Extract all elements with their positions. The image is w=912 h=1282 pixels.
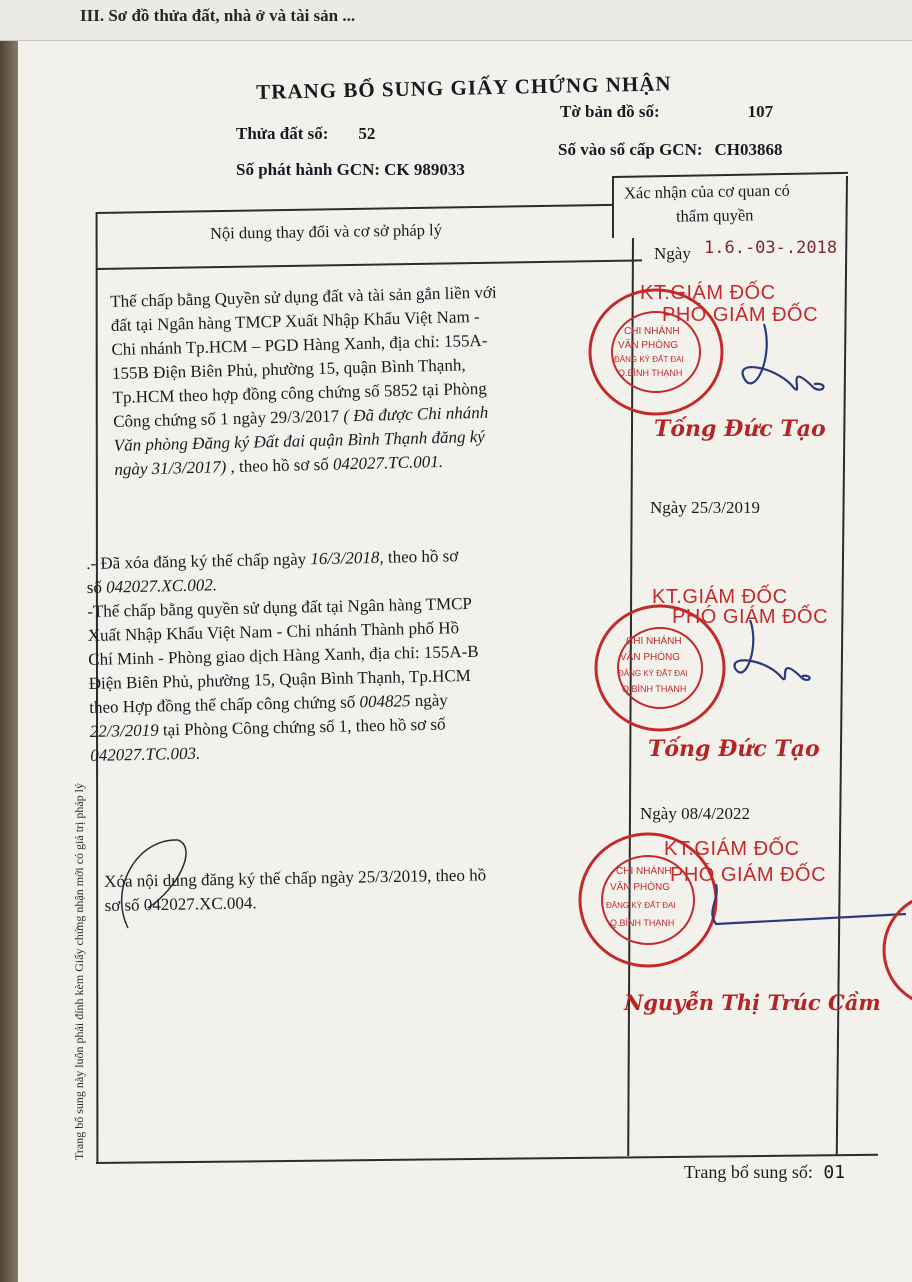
entry-1-date-value: 1.6.-03-.2018 — [704, 238, 838, 258]
signature-stroke — [743, 324, 824, 390]
seal-line: Q.BÌNH THẠNH — [610, 918, 675, 928]
pen-stroke — [122, 840, 186, 928]
entry-1-text: Công chứng số 1 ngày 29/3/2017 — [112, 406, 340, 431]
seal-line: Q.BÌNH THẠNH — [618, 368, 683, 378]
partial-seal-edge — [880, 890, 912, 1010]
entry-2-signer: Tống Đức Tạo — [648, 736, 820, 762]
entry-2-line: -Thế chấp bằng quyền sử dụng đất tại Ngân hàng TMCP — [87, 593, 473, 621]
seal-outer-ring — [884, 894, 912, 1006]
entry-1-italic: ( Đã được Chi nhánh — [338, 402, 489, 426]
entry-1-content — [110, 278, 593, 482]
entry-2-italic: 16/3/2018, — [310, 547, 384, 569]
entry-1-line: Tp.HCM theo hợp đồng công chứng số 5852 tại Phòng — [112, 378, 487, 407]
entry-2-role-1: KT.GIÁM ĐỐC — [652, 586, 788, 608]
entry-2-role-2: PHÓ GIÁM ĐỐC — [672, 606, 829, 628]
issue-number-value: CK 989033 — [384, 160, 465, 179]
entry-1-role-2: PHÓ GIÁM ĐỐC — [662, 304, 819, 326]
entry-3-signer: Nguyễn Thị Trúc Cầm — [624, 990, 881, 1015]
entry-1-text: , theo hồ sơ số — [226, 454, 334, 477]
register-number-value: CH03868 — [714, 140, 783, 159]
seal-line: Q.BÌNH THẠNH — [622, 684, 687, 694]
seal-line: ĐĂNG KÝ ĐẤT ĐAI — [606, 901, 676, 910]
entry-1-italic: 042027.TC.001. — [332, 451, 444, 474]
pen-loop-mark — [108, 828, 198, 938]
entry-2-text: .- Đã xóa đăng ký thế chấp ngày — [86, 549, 311, 573]
entry-2-italic: 042027.XC.002. — [105, 575, 218, 597]
entry-2-text: số — [86, 577, 107, 597]
signature-3 — [676, 880, 912, 970]
paper-edge-shadow — [0, 0, 18, 1282]
entry-1-line: đất tại Ngân hàng TMCP Xuất Nhập Khẩu Việt Nam - — [110, 306, 480, 335]
seal-line: CHI NHÁNH — [626, 636, 682, 647]
entry-2-text: ngày — [410, 690, 449, 711]
map-sheet-field — [560, 102, 773, 122]
document-title: TRANG BỔ SUNG GIẤY CHỨNG NHẬN — [256, 71, 672, 104]
entry-2-date: Ngày 25/3/2019 — [650, 498, 761, 517]
header-column-divider — [612, 178, 614, 238]
seal-line: VĂN PHÒNG — [620, 652, 681, 663]
seal-line: ĐĂNG KÝ ĐẤT ĐAI — [618, 669, 688, 678]
map-sheet-value: 107 — [747, 102, 774, 121]
page-footer — [684, 1162, 845, 1183]
content-column-header: Nội dung thay đổi và cơ sở pháp lý — [209, 220, 443, 243]
parcel-label: Thửa đất số: — [236, 124, 329, 143]
entry-1-line: Thế chấp bằng Quyền sử dụng đất và tài sản gắn liền với — [110, 282, 497, 311]
side-note: Trang bổ sung này luôn phải đính kèm Giấy chứng nhận mới có giá trị pháp lý — [72, 782, 86, 1160]
seal-line: CHI NHÁNH — [616, 866, 672, 877]
register-number-label: Số vào sổ cấp GCN: — [558, 140, 703, 159]
parcel-value: 52 — [358, 124, 376, 143]
footer-page-number: 01 — [823, 1162, 846, 1183]
entry-3-line: sơ số 042027.XC.004. — [104, 893, 257, 915]
entry-2-content — [86, 541, 596, 768]
entry-2-text: theo Hợp đồng thế chấp công chứng số — [89, 692, 360, 717]
entry-3-line: Xóa nội dung đăng ký thế chấp ngày 25/3/2019, theo hồ — [104, 865, 487, 891]
entry-2-italic: 22/3/2019 — [89, 720, 159, 741]
seal-line: VĂN PHÒNG — [610, 882, 671, 893]
signature-1 — [684, 318, 834, 408]
entry-1-date-label: Ngày — [654, 244, 691, 263]
entry-1-line: Chi nhánh Tp.HCM – PGD Hàng Xanh, địa chỉ: 155A- — [111, 330, 488, 359]
entry-1-italic: Văn phòng Đăng ký Đất đai quận Bình Thạnh đăng ký — [113, 426, 486, 455]
parcel-field — [236, 124, 375, 144]
entry-1-line: 155B Điện Biên Phủ, phường 15, quận Bình Thạnh, — [111, 355, 466, 383]
previous-page-strip — [0, 0, 912, 41]
entry-2-line: Điện Biên Phủ, phường 15, Quận Bình Thạnh, Tp.HCM — [88, 665, 472, 693]
confirm-column-header-line1: Xác nhận của cơ quan có — [623, 180, 791, 203]
entry-2-italic: 004825 — [359, 691, 411, 712]
signature-stroke — [712, 884, 906, 924]
seal-line: CHI NHÁNH — [624, 326, 680, 337]
entry-2-text: theo hồ sơ — [383, 546, 459, 567]
signature-2 — [690, 616, 820, 696]
map-sheet-label: Tờ bản đồ số: — [560, 102, 660, 121]
entry-2-italic: 042027.TC.003. — [90, 743, 201, 765]
confirm-column-header-line2: thẩm quyền — [675, 205, 754, 226]
register-number-field — [558, 140, 783, 160]
entry-1-role-1: KT.GIÁM ĐỐC — [640, 282, 776, 304]
section-heading: III. Sơ đồ thửa đất, nhà ở và tài sản ... — [80, 6, 356, 25]
signature-stroke — [735, 620, 810, 680]
entry-2-line: Xuất Nhập Khẩu Việt Nam - Chi nhánh Thành phố Hồ — [87, 618, 460, 645]
entry-1-italic: ngày 31/3/2017) — [114, 457, 227, 479]
footer-label: Trang bổ sung số: — [684, 1162, 813, 1182]
entry-3-role-2: PHÓ GIÁM ĐỐC — [670, 864, 827, 886]
seal-line: VĂN PHÒNG — [618, 340, 679, 351]
issue-number-label: Số phát hành GCN: — [236, 160, 381, 179]
entry-2-line: Chí Minh - Phòng giao dịch Hàng Xanh, địa chỉ: 155A-B — [88, 641, 479, 669]
seal-line: ĐĂNG KÝ ĐẤT ĐAI — [614, 355, 684, 364]
issue-number-field — [236, 160, 465, 180]
entry-3-date: Ngày 08/4/2022 — [640, 804, 751, 823]
entry-1-signer: Tống Đức Tạo — [654, 416, 826, 442]
entry-3-role-1: KT.GIÁM ĐỐC — [664, 838, 800, 860]
entry-2-text: tại Phòng Công chứng số 1, theo hồ sơ số — [158, 714, 446, 740]
